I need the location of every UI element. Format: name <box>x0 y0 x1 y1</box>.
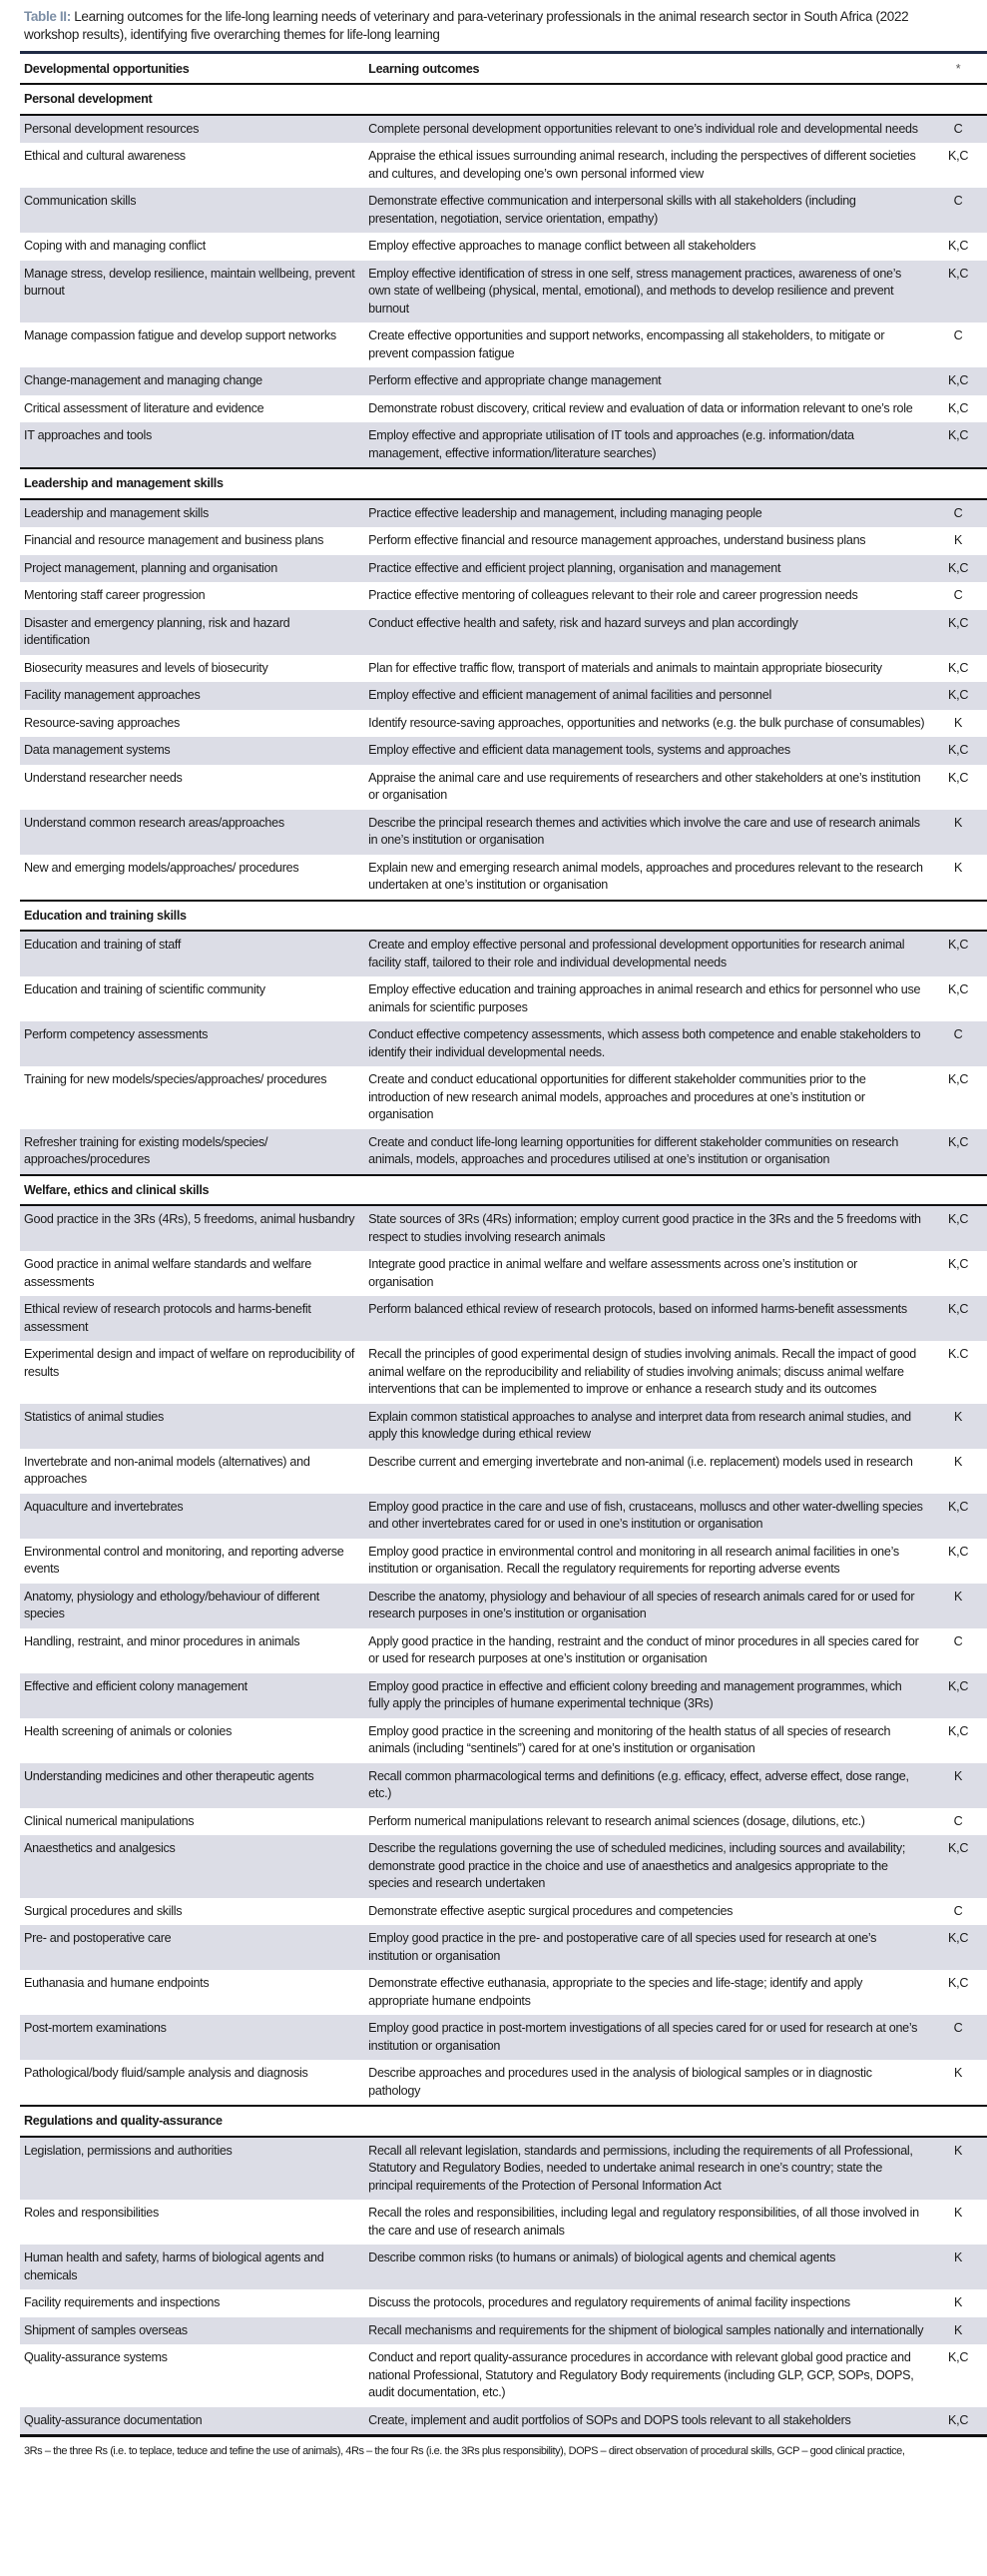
table-row <box>20 188 987 233</box>
table-label: Table II: <box>24 9 71 24</box>
table-row <box>20 367 987 395</box>
table-row <box>20 1628 987 1673</box>
type-cell: K <box>929 2245 987 2289</box>
outcome-cell: Apply good practice in the handing, restraint and the conduct of minor procedures in all species cared for or used for research purposes at one’s institution or organisation <box>368 1633 919 1665</box>
table-row <box>20 422 987 468</box>
section-header-row <box>20 1175 987 1206</box>
type-cell: K,C <box>948 400 969 415</box>
type-cell: C <box>953 588 963 602</box>
opportunity-cell: Manage stress, develop resilience, maintain wellbeing, prevent burnout <box>20 261 360 323</box>
type-cell: K <box>954 2206 963 2220</box>
outcome-cell: Create and conduct educational opportunities for different stakeholder communities prior to the introduction of new research animal models, approaches and procedures at one’s institution or organisation <box>368 1072 866 1121</box>
caption-text: Learning outcomes for the life-long learning needs of veterinary and para-veterinary professionals in the animal research sector in South Africa (2022 workshop results), identifying five overarching themes for life-long learning <box>24 9 909 42</box>
opportunity-cell: Anatomy, physiology and ethology/behaviour of different species <box>20 1584 360 1628</box>
opportunity-cell: Good practice in animal welfare standards and welfare assessments <box>24 1257 311 1289</box>
table-row <box>20 115 987 144</box>
opportunity-cell: Legislation, permissions and authorities <box>20 2137 360 2201</box>
outcome-cell: Create, implement and audit portfolios of SOPs and DOPS tools relevant to all stakeholders <box>360 2407 929 2436</box>
outcome-cell: Demonstrate effective euthanasia, appropriate to the species and life-stage; identify and apply appropriate humane endpoints <box>368 1976 863 2008</box>
header-developmental-opportunities: Developmental opportunities <box>24 62 190 76</box>
table-row <box>20 261 987 323</box>
opportunity-cell: Roles and responsibilities <box>24 2206 160 2220</box>
section-title: Welfare, ethics and clinical skills <box>20 1175 987 1206</box>
type-cell: K,C <box>929 2407 987 2436</box>
opportunity-cell: Clinical numerical manipulations <box>24 1813 195 1828</box>
opportunity-cell: Statistics of animal studies <box>20 1404 360 1449</box>
opportunity-cell: Surgical procedures and skills <box>24 1903 183 1918</box>
opportunity-cell: Aquaculture and invertebrates <box>20 1494 360 1539</box>
type-cell: C <box>929 1021 987 1066</box>
type-cell: K <box>929 2137 987 2201</box>
outcome-cell: Employ effective and efficient data management tools, systems and approaches <box>360 737 929 765</box>
opportunity-cell: Project management, planning and organisation <box>20 555 360 583</box>
outcome-cell: Employ good practice in the screening and monitoring of the health status of all species of research animals (including “sentinels”) cared for at one’s institution or organisation <box>368 1723 891 1755</box>
type-cell: C <box>953 328 963 342</box>
opportunity-cell: Refresher training for existing models/species/ approaches/procedures <box>20 1129 360 1175</box>
table-row <box>20 2060 987 2106</box>
table-row <box>20 499 987 528</box>
type-cell: K,C <box>948 1544 969 1559</box>
table-row <box>20 2289 987 2317</box>
type-cell: C <box>953 1903 963 1918</box>
opportunity-cell: Shipment of samples overseas <box>20 2317 360 2345</box>
opportunity-cell: Environmental control and monitoring, and reporting adverse events <box>24 1544 344 1576</box>
opportunity-cell: Health screening of animals or colonies <box>24 1723 233 1738</box>
outcome-cell: Conduct effective competency assessments, which assess both competence and enable stakeholders to identify their individual developmental needs. <box>360 1021 929 1066</box>
opportunity-cell: Effective and efficient colony management <box>20 1673 360 1718</box>
table-row <box>20 810 987 855</box>
outcome-cell: Describe current and emerging invertebrate and non-animal (i.e. replacement) models used in research <box>368 1454 913 1469</box>
opportunity-cell: Ethical review of research protocols and harms-benefit assessment <box>20 1296 360 1341</box>
table-row <box>20 737 987 765</box>
table-row <box>20 855 987 901</box>
opportunity-cell: Training for new models/species/approaches/ procedures <box>24 1072 327 1086</box>
table-row <box>20 1673 987 1718</box>
table-row <box>20 1449 987 1494</box>
footnote-row <box>20 2436 987 2466</box>
outcome-cell: Employ good practice in environmental control and monitoring in all research animal facilities in one’s institution or organisation. Recall the regulatory requirements for reporting adverse events <box>368 1544 899 1576</box>
type-cell: K <box>929 1584 987 1628</box>
opportunity-cell: Human health and safety, harms of biological agents and chemicals <box>20 2245 360 2289</box>
outcome-cell: Recall the principles of good experimental design of studies involving animals. Recall the impact of good animal welfare on the reproducibility and reliability of studies involving animals; discuss animal welfare interventions that can be implemented to improve or enhance a research study and its outcomes <box>368 1347 917 1396</box>
type-cell: K <box>929 810 987 855</box>
table-row <box>20 1898 987 1926</box>
table-row <box>20 527 987 555</box>
outcome-cell: Practice effective and efficient project planning, organisation and management <box>360 555 929 583</box>
outcome-cell: Plan for effective traffic flow, transport of materials and animals to maintain appropriate biosecurity <box>368 660 882 675</box>
section-title: Regulations and quality-assurance <box>20 2106 987 2137</box>
outcome-cell: Perform effective financial and resource management approaches, understand business plans <box>368 533 866 547</box>
opportunity-cell: Good practice in the 3Rs (4Rs), 5 freedoms, animal husbandry <box>20 1205 360 1251</box>
type-cell: C <box>929 188 987 233</box>
opportunity-cell: Change-management and managing change <box>20 367 360 395</box>
outcome-cell: Demonstrate robust discovery, critical review and evaluation of data or information relevant to one’s role <box>368 400 913 415</box>
section-header-row <box>20 901 987 932</box>
opportunity-cell: Understanding medicines and other therapeutic agents <box>20 1763 360 1808</box>
opportunity-cell: Data management systems <box>20 737 360 765</box>
table-row <box>20 582 987 610</box>
opportunity-cell: Quality-assurance systems <box>24 2350 168 2364</box>
table-row <box>20 1296 987 1341</box>
outcome-cell: Employ good practice in the pre- and postoperative care of all species used for research at one’s institution or organisation <box>360 1925 929 1970</box>
type-cell: K,C <box>929 422 987 468</box>
section-title: Leadership and management skills <box>20 468 987 499</box>
type-cell: K,C <box>948 1976 969 1990</box>
type-cell: K,C <box>929 1296 987 1341</box>
outcome-cell: Create and employ effective personal and professional development opportunities for research animal facility staff, tailored to their role and individual developmental needs <box>360 931 929 976</box>
outcome-cell: Create effective opportunities and support networks, encompassing all stakeholders, to mitigate or prevent compassion fatigue <box>368 328 885 360</box>
table-row <box>20 1251 987 1296</box>
header-knowledge-competence: * <box>955 62 961 76</box>
outcome-cell: Describe the regulations governing the use of scheduled medicines, including sources and availability; demonstrate good practice in the choice and use of anaesthetics and analgesics appropriate to the species and research undertaken <box>360 1835 929 1898</box>
outcome-cell: Create and conduct life-long learning opportunities for different stakeholder communities on research animals, models, approaches and procedures utilised at one’s institution or organisation <box>360 1129 929 1175</box>
table-row <box>20 1539 987 1584</box>
outcome-cell: Employ effective approaches to manage conflict between all stakeholders <box>368 239 756 253</box>
type-cell: K,C <box>929 737 987 765</box>
type-cell: K,C <box>948 982 969 996</box>
type-cell: K,C <box>929 1494 987 1539</box>
table-row <box>20 2200 987 2245</box>
opportunity-cell: Communication skills <box>20 188 360 233</box>
outcome-cell: Practice effective mentoring of colleagues relevant to their role and career progression needs <box>368 588 858 602</box>
outcome-cell: Complete personal development opportunities relevant to one’s individual role and developmental needs <box>360 115 929 144</box>
table-row <box>20 931 987 976</box>
table-row <box>20 233 987 261</box>
table-row <box>20 1066 987 1129</box>
table-row <box>20 1970 987 2015</box>
outcome-cell: Employ good practice in post-mortem investigations of all species cared for or used for research at one’s institution or organisation <box>360 2015 929 2060</box>
outcome-cell: Discuss the protocols, procedures and regulatory requirements of animal facility inspections <box>368 2295 850 2309</box>
outcome-cell: Employ good practice in effective and efficient colony breeding and management programmes, which fully apply the principles of humane experimental technique (3Rs) <box>360 1673 929 1718</box>
outcome-cell: Employ effective and efficient management of animal facilities and personnel <box>360 682 929 710</box>
learning-outcomes-table <box>20 51 987 2466</box>
type-cell: C <box>929 115 987 144</box>
outcome-cell: State sources of 3Rs (4Rs) information; employ current good practice in the 3Rs and the 5 freedoms with respect to studies involving research animals <box>360 1205 929 1251</box>
type-cell: K,C <box>929 610 987 655</box>
opportunity-cell: Ethical and cultural awareness <box>24 149 186 163</box>
type-cell: K,C <box>948 1723 969 1738</box>
type-cell: K <box>929 1763 987 1808</box>
outcome-cell: Describe the principal research themes and activities which involve the care and use of research animals in one’s institution or organisation <box>360 810 929 855</box>
opportunity-cell: Experimental design and impact of welfare on reproducibility of results <box>24 1347 355 1379</box>
type-cell: K <box>954 2066 963 2080</box>
type-cell: K,C <box>929 367 987 395</box>
table-row <box>20 682 987 710</box>
type-cell: K,C <box>929 931 987 976</box>
opportunity-cell: Pre- and postoperative care <box>20 1925 360 1970</box>
type-cell: C <box>953 1813 963 1828</box>
table-row <box>20 2015 987 2060</box>
table-row <box>20 2245 987 2289</box>
table-row <box>20 1021 987 1066</box>
opportunity-cell: New and emerging models/approaches/ procedures <box>24 860 299 875</box>
footnote: 3Rs – the three Rs (i.e. to teplace, teduce and tefine the use of animals), 4Rs – the four Rs (i.e. the 3Rs plus responsibility), DOPS – direct observation of procedural skills, GCP – good clinical practice, <box>20 2436 987 2466</box>
outcome-cell: Explain common statistical approaches to analyse and interpret data from research animal studies, and apply this knowledge during ethical review <box>360 1404 929 1449</box>
outcome-cell: Employ good practice in the care and use of fish, crustaceans, molluscs and other water-dwelling species and other invertebrates cared for or used in one’s institution or organisation <box>360 1494 929 1539</box>
type-cell: K,C <box>929 555 987 583</box>
type-cell: K,C <box>948 2350 969 2364</box>
outcome-cell: Practice effective leadership and management, including managing people <box>360 499 929 528</box>
type-cell: K,C <box>948 239 969 253</box>
outcome-cell: Identify resource-saving approaches, opportunities and networks (e.g. the bulk purchase of consumables) <box>368 715 925 730</box>
outcome-cell: Recall mechanisms and requirements for the shipment of biological samples nationally and internationally <box>360 2317 929 2345</box>
type-cell: K <box>954 1454 963 1469</box>
outcome-cell: Describe the anatomy, physiology and behaviour of all species of research animals cared for or used for research purposes in one’s institution or organisation <box>360 1584 929 1628</box>
type-cell: K,C <box>929 261 987 323</box>
section-header-row <box>20 84 987 115</box>
outcome-cell: Recall common pharmacological terms and definitions (e.g. efficacy, effect, adverse effect, dose range, etc.) <box>360 1763 929 1808</box>
type-cell: K <box>954 715 963 730</box>
outcome-cell: Recall the roles and responsibilities, including legal and regulatory responsibilities, of all those involved in the care and use of research animals <box>368 2206 919 2238</box>
outcome-cell: Integrate good practice in animal welfare and welfare assessments across one’s institution or organisation <box>368 1257 858 1289</box>
opportunity-cell: Resource-saving approaches <box>24 715 181 730</box>
opportunity-cell: Euthanasia and humane endpoints <box>24 1976 210 1990</box>
table-row <box>20 1584 987 1628</box>
type-cell: K,C <box>948 660 969 675</box>
type-cell: K <box>954 860 963 875</box>
type-cell: K,C <box>929 1205 987 1251</box>
table-row <box>20 322 987 367</box>
opportunity-cell: Understand common research areas/approaches <box>20 810 360 855</box>
type-cell: K,C <box>929 1673 987 1718</box>
section-title: Education and training skills <box>20 901 987 932</box>
table-row <box>20 1763 987 1808</box>
table-row <box>20 143 987 188</box>
outcome-cell: Employ effective and appropriate utilisation of IT tools and approaches (e.g. information/data management, effective information/literature searches) <box>360 422 929 468</box>
type-cell: K <box>929 2317 987 2345</box>
table-row <box>20 976 987 1021</box>
table-row <box>20 1341 987 1404</box>
outcome-cell: Conduct and report quality-assurance procedures in accordance with relevant global good practice and national Professional, Statutory and Regulatory Body requirements (including GLP, GCP, SOPs, DOPS, audit documentation, etc.) <box>368 2350 914 2399</box>
section-header-row <box>20 468 987 499</box>
opportunity-cell: Facility requirements and inspections <box>24 2295 221 2309</box>
table-row <box>20 765 987 810</box>
opportunity-cell: Understand researcher needs <box>24 770 183 785</box>
outcome-cell: Describe approaches and procedures used in the analysis of biological samples or in diagnostic pathology <box>368 2066 872 2098</box>
outcome-cell: Perform effective and appropriate change management <box>360 367 929 395</box>
type-cell: K,C <box>948 149 969 163</box>
outcome-cell: Employ effective identification of stress in one self, stress management practices, awareness of one’s own state of wellbeing (physical, mental, emotional), and methods to develop resilience and prevent burnout <box>360 261 929 323</box>
opportunity-cell: Facility management approaches <box>20 682 360 710</box>
outcome-cell: Demonstrate effective aseptic surgical procedures and competencies <box>368 1903 734 1918</box>
table-row <box>20 1925 987 1970</box>
outcome-cell: Explain new and emerging research animal models, approaches and procedures relevant to the research undertaken at one’s institution or organisation <box>368 860 923 892</box>
section-title: Personal development <box>20 84 987 115</box>
outcome-cell: Recall all relevant legislation, standards and permissions, including the requirements of all Professional, Statutory and Regulatory Bodies, needed to undertake animal research in one’s country; state the principal requirements of the Protection of Personal Information Act <box>360 2137 929 2201</box>
opportunity-cell: Manage compassion fatigue and develop support networks <box>24 328 336 342</box>
opportunity-cell: Mentoring staff career progression <box>24 588 206 602</box>
outcome-cell: Perform numerical manipulations relevant to research animal sciences (dosage, dilutions, etc.) <box>368 1813 865 1828</box>
type-cell: K.C <box>948 1347 969 1361</box>
table-row <box>20 2137 987 2201</box>
outcome-cell: Appraise the ethical issues surrounding animal research, including the perspectives of different societies and cultures, and developing one’s own personal informed view <box>368 149 916 181</box>
type-cell: C <box>929 499 987 528</box>
type-cell: C <box>929 2015 987 2060</box>
table-row <box>20 1808 987 1836</box>
opportunity-cell: Education and training of scientific community <box>24 982 265 996</box>
opportunity-cell: Leadership and management skills <box>20 499 360 528</box>
type-cell: K <box>954 533 963 547</box>
header-row <box>20 53 987 85</box>
opportunity-cell: Critical assessment of literature and evidence <box>24 400 264 415</box>
table-row <box>20 2407 987 2436</box>
outcome-cell: Conduct effective health and safety, risk and hazard surveys and plan accordingly <box>360 610 929 655</box>
opportunity-cell: Financial and resource management and business plans <box>24 533 324 547</box>
type-cell: K <box>954 2295 963 2309</box>
header-learning-outcomes: Learning outcomes <box>368 62 480 76</box>
outcome-cell: Perform balanced ethical review of research protocols, based on informed harms-benefit assessments <box>360 1296 929 1341</box>
table-row <box>20 1129 987 1175</box>
opportunity-cell: Anaesthetics and analgesics <box>20 1835 360 1898</box>
outcome-cell: Employ effective education and training approaches in animal research and ethics for personnel who use animals for scientific purposes <box>368 982 921 1014</box>
opportunity-cell: Personal development resources <box>20 115 360 144</box>
table-row <box>20 2344 987 2407</box>
opportunity-cell: Invertebrate and non-animal models (alternatives) and approaches <box>24 1454 310 1486</box>
table-row <box>20 555 987 583</box>
type-cell: K,C <box>948 1257 969 1271</box>
opportunity-cell: Perform competency assessments <box>20 1021 360 1066</box>
table-body <box>20 84 987 2436</box>
opportunity-cell: Handling, restraint, and minor procedures in animals <box>24 1633 300 1648</box>
opportunity-cell: IT approaches and tools <box>20 422 360 468</box>
table-caption <box>24 8 947 44</box>
type-cell: K <box>929 1404 987 1449</box>
table-row <box>20 1494 987 1539</box>
table-row <box>20 1718 987 1763</box>
type-cell: K,C <box>929 1925 987 1970</box>
table-row <box>20 1205 987 1251</box>
opportunity-cell: Quality-assurance documentation <box>20 2407 360 2436</box>
type-cell: C <box>953 1633 963 1648</box>
opportunity-cell: Pathological/body fluid/sample analysis and diagnosis <box>24 2066 308 2080</box>
opportunity-cell: Post-mortem examinations <box>20 2015 360 2060</box>
type-cell: K,C <box>948 1072 969 1086</box>
type-cell: K,C <box>948 770 969 785</box>
table-row <box>20 710 987 738</box>
opportunity-cell: Education and training of staff <box>20 931 360 976</box>
type-cell: K,C <box>929 1835 987 1898</box>
outcome-cell: Demonstrate effective communication and interpersonal skills with all stakeholders (including presentation, negotiation, service orientation, empathy) <box>360 188 929 233</box>
table-row <box>20 1835 987 1898</box>
table-row <box>20 655 987 683</box>
table-row <box>20 395 987 423</box>
type-cell: K,C <box>929 1129 987 1175</box>
table-row <box>20 1404 987 1449</box>
opportunity-cell: Biosecurity measures and levels of biosecurity <box>24 660 268 675</box>
type-cell: K,C <box>929 682 987 710</box>
outcome-cell: Appraise the animal care and use requirements of researchers and other stakeholders at one’s institution or organisation <box>368 770 921 802</box>
table-row <box>20 2317 987 2345</box>
opportunity-cell: Coping with and managing conflict <box>24 239 206 253</box>
table-row <box>20 610 987 655</box>
outcome-cell: Describe common risks (to humans or animals) of biological agents and chemical agents <box>360 2245 929 2289</box>
opportunity-cell: Disaster and emergency planning, risk and hazard identification <box>20 610 360 655</box>
section-header-row <box>20 2106 987 2137</box>
